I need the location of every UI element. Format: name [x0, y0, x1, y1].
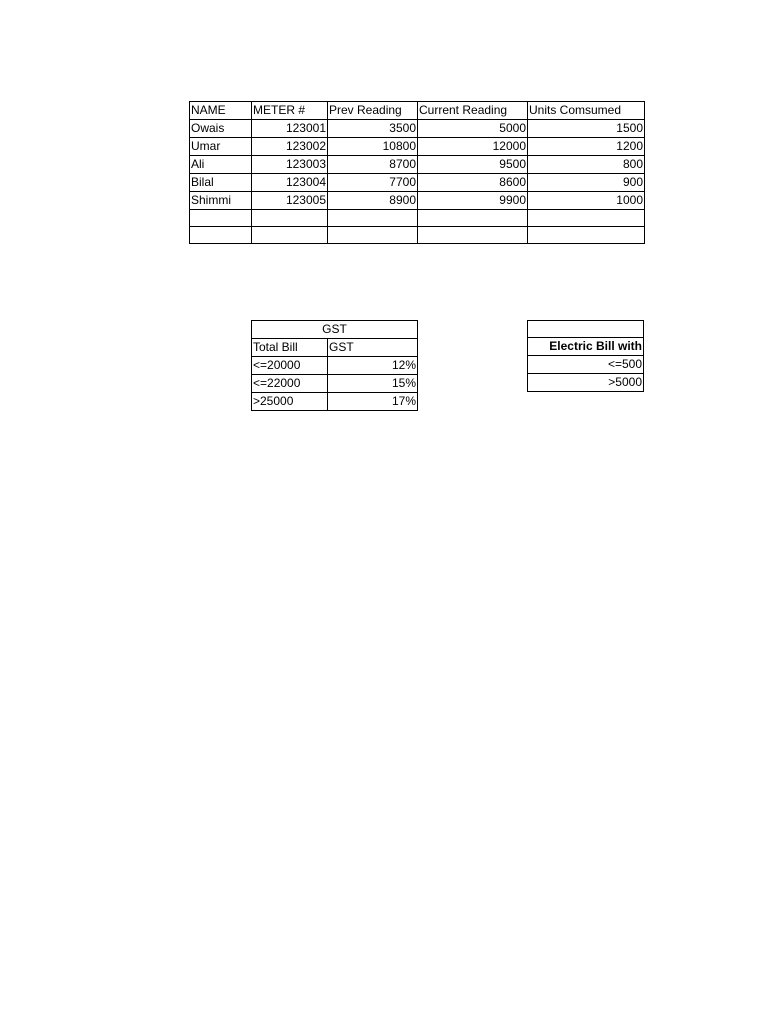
cell-gst-rate: 17%	[328, 393, 418, 411]
header-meter: METER #	[252, 102, 328, 120]
electric-header: Electric Bill with	[528, 338, 644, 356]
empty-cell	[528, 321, 644, 338]
cell-meter: 123003	[252, 156, 328, 174]
cell-prev: 3500	[328, 120, 418, 138]
cell-meter: 123005	[252, 192, 328, 210]
cell-name: Owais	[190, 120, 252, 138]
empty-cell	[328, 210, 418, 227]
header-total-bill: Total Bill	[252, 339, 328, 357]
cell-name: Ali	[190, 156, 252, 174]
empty-row	[190, 210, 645, 227]
cell-bill-range: >25000	[252, 393, 328, 411]
table-row	[528, 374, 644, 392]
electric-header-row	[528, 338, 644, 356]
cell-units: 800	[528, 156, 645, 174]
cell-units: 1500	[528, 120, 645, 138]
cell-current: 8600	[418, 174, 528, 192]
cell-bill-range: <=22000	[252, 375, 328, 393]
electric-empty-row	[528, 321, 644, 338]
cell-units: 1200	[528, 138, 645, 156]
cell-units: 900	[528, 174, 645, 192]
cell-electric-range: >5000	[528, 374, 644, 392]
table-row	[252, 357, 418, 375]
cell-current: 12000	[418, 138, 528, 156]
meter-table	[189, 101, 645, 244]
empty-cell	[418, 227, 528, 244]
cell-electric-range: <=500	[528, 356, 644, 374]
cell-meter: 123002	[252, 138, 328, 156]
cell-gst-rate: 15%	[328, 375, 418, 393]
empty-cell	[528, 227, 645, 244]
cell-gst-rate: 12%	[328, 357, 418, 375]
header-gst: GST	[328, 339, 418, 357]
cell-prev: 10800	[328, 138, 418, 156]
header-units-consumed: Units Comsumed	[528, 102, 645, 120]
cell-prev: 8900	[328, 192, 418, 210]
empty-cell	[252, 227, 328, 244]
table-row	[252, 375, 418, 393]
header-prev-reading: Prev Reading	[328, 102, 418, 120]
table-row	[190, 174, 645, 192]
cell-bill-range: <=20000	[252, 357, 328, 375]
table-row	[252, 393, 418, 411]
table-row	[190, 156, 645, 174]
gst-title-row	[252, 321, 418, 339]
cell-name: Umar	[190, 138, 252, 156]
cell-current: 9900	[418, 192, 528, 210]
empty-cell	[328, 227, 418, 244]
electric-bill-table	[527, 320, 644, 392]
table-row	[190, 138, 645, 156]
table-row	[528, 356, 644, 374]
cell-current: 9500	[418, 156, 528, 174]
table-header-row	[190, 102, 645, 120]
empty-cell	[252, 210, 328, 227]
empty-cell	[190, 227, 252, 244]
cell-units: 1000	[528, 192, 645, 210]
header-name: NAME	[190, 102, 252, 120]
cell-meter: 123001	[252, 120, 328, 138]
table-row	[190, 192, 645, 210]
gst-table	[251, 320, 418, 411]
cell-name: Shimmi	[190, 192, 252, 210]
cell-name: Bilal	[190, 174, 252, 192]
empty-cell	[190, 210, 252, 227]
header-current-reading: Current Reading	[418, 102, 528, 120]
cell-current: 5000	[418, 120, 528, 138]
gst-header-row	[252, 339, 418, 357]
electric-bill-crop	[527, 320, 644, 395]
empty-row	[190, 227, 645, 244]
cell-meter: 123004	[252, 174, 328, 192]
empty-cell	[528, 210, 645, 227]
empty-cell	[418, 210, 528, 227]
gst-title: GST	[252, 321, 418, 339]
cell-prev: 7700	[328, 174, 418, 192]
cell-prev: 8700	[328, 156, 418, 174]
table-row	[190, 120, 645, 138]
